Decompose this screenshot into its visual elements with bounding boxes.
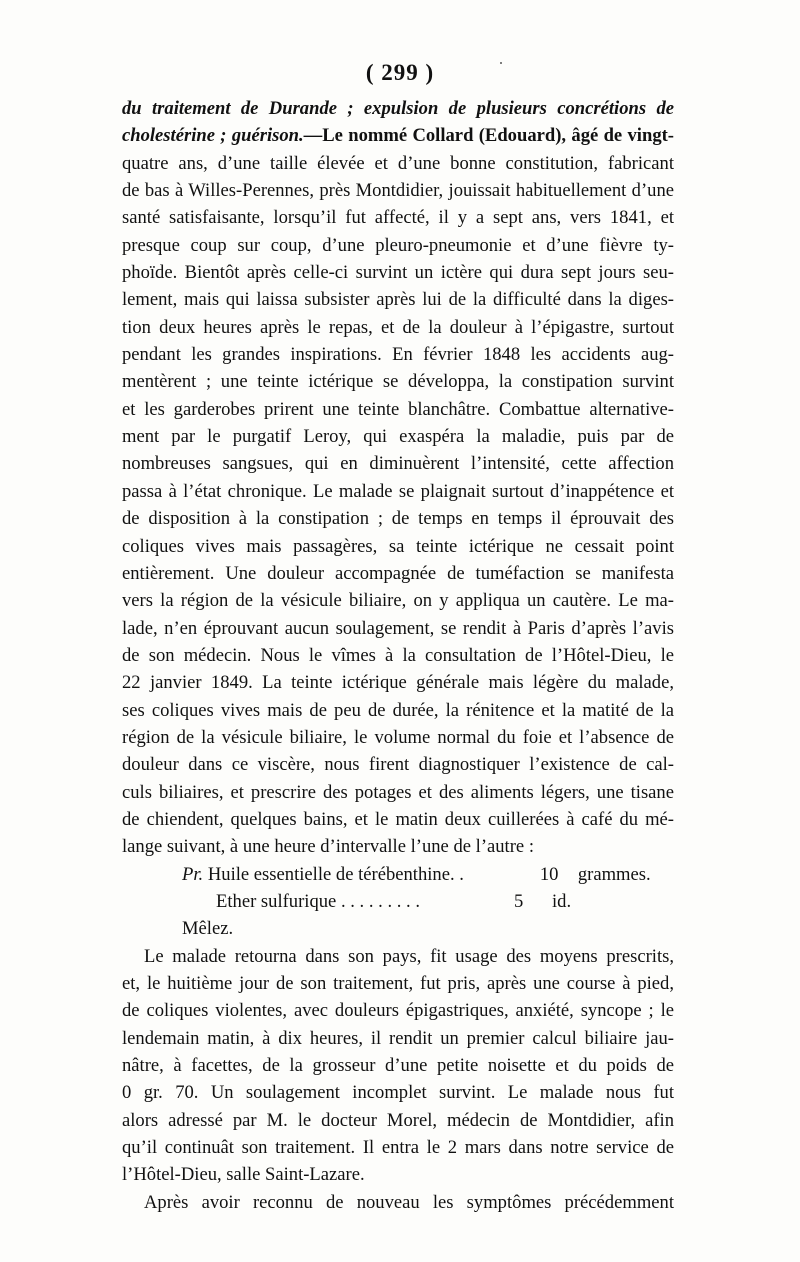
text-line: Le malade retourna dans son pays, fit usage des moyens prescrits, <box>144 945 674 967</box>
recipe-instruction: Mêlez. <box>182 918 234 940</box>
text-line: et, le huitième jour de son traitement, fut pris, après une course à pied, <box>122 973 674 994</box>
body-text <box>122 95 674 1216</box>
text-line: de bas à Willes-Perennes, près Montdidier, jouissait habituellement d’une <box>122 180 674 202</box>
text-line: lendemain matin, à dix heures, il rendit un premier calcul biliaire jau- <box>122 1027 674 1049</box>
text-line: santé satisfaisante, lorsqu’il fut affecté, il y a sept ans, vers 1841, et <box>122 207 674 229</box>
recipe-quantity: 10 <box>539 863 559 885</box>
recipe-prefix: Pr. <box>182 863 204 885</box>
recipe-ingredient: Ether sulfurique . . . . . . . . . <box>216 890 420 912</box>
recipe-ingredient: Huile essentielle de térébenthine. . <box>207 863 464 885</box>
text-line: entièrement. Une douleur accompagnée de tuméfaction se manifesta <box>122 562 674 584</box>
text-line: coliques vives mais passagères, sa teinte ictérique ne cessait point <box>122 535 674 557</box>
text-line: presque coup sur coup, d’une pleuro-pneumonie et d’une fièvre ty- <box>122 234 674 256</box>
recipe-line <box>122 861 674 888</box>
text-line: passa à l’état chronique. Le malade se plaignait surtout d’inappétence et <box>122 480 674 502</box>
text-line: qu’il continuât son traitement. Il entra le 2 mars dans notre service de <box>122 1137 674 1159</box>
recipe-quantity: 5 <box>514 890 524 912</box>
text-line: ses coliques vives mais de peu de durée, la rénitence et la matité de la <box>122 699 674 721</box>
text-line: quatre ans, d’une taille élevée et d’une bonne constitution, fabricant <box>122 152 674 174</box>
text-line: 0 gr. 70. Un soulagement incomplet survint. Le malade nous fut <box>122 1082 674 1104</box>
text-line: lade, n’en éprouvant aucun soulagement, se rendit à Paris d’après l’avis <box>122 617 674 639</box>
text-line: de coliques violentes, avec douleurs épigastriques, anxiété, syncope ; le <box>122 1000 674 1022</box>
text-line: Après avoir reconnu de nouveau les symptômes précédemment <box>144 1191 674 1213</box>
recipe-unit: grammes. <box>577 863 651 885</box>
text-line: douleur dans ce viscère, nous firent diagnostiquer l’existence de cal- <box>122 754 674 776</box>
text-line: l’Hôtel-Dieu, salle Saint-Lazare. <box>122 1164 365 1186</box>
text-line: région de la vésicule biliaire, le volume normal du foie et l’absence de <box>122 726 674 748</box>
text-line: ment par le purgatif Leroy, qui exaspéra la maladie, puis par de <box>122 426 674 448</box>
text-line: de son médecin. Nous le vîmes à la consultation de l’Hôtel-Dieu, le <box>122 644 674 666</box>
text-line: mentèrent ; une teinte ictérique se développa, la constipation survint <box>122 371 674 393</box>
text-line: lement, mais qui laissa subsister après lui de la difficulté dans la diges- <box>122 289 674 311</box>
text-line: du traitement de Durande ; expulsion de plusieurs concrétions de <box>122 98 674 119</box>
text-line: lange suivant, à une heure d’intervalle l’une de l’autre : <box>122 836 534 858</box>
text-line: de disposition à la constipation ; de temps en temps il éprouvait des <box>122 508 674 530</box>
print-speck <box>500 62 502 64</box>
text-line: culs biliaires, et prescrire des potages et des aliments légers, une tisane <box>122 781 674 803</box>
text-line: nombreuses sangsues, qui en diminuèrent l’intensité, cette affection <box>122 453 674 475</box>
text-line: pendant les grandes inspirations. En février 1848 les accidents aug- <box>122 344 674 366</box>
text-line: de chiendent, quelques bains, et le matin deux cuillerées à café du mé- <box>122 808 674 830</box>
text-line: alors adressé par M. le docteur Morel, médecin de Montdidier, afin <box>122 1109 674 1131</box>
text-line: nâtre, à facettes, de la grosseur d’une petite noisette et du poids de <box>122 1055 674 1077</box>
text-line: cholestérine ; guérison.—Le nommé Collard (Edouard), âgé de vingt- <box>122 125 674 147</box>
text-line: et les garderobes prirent une teinte blanchâtre. Combattue alternative- <box>122 398 674 420</box>
recipe-unit: id. <box>552 890 572 912</box>
text-line: tion deux heures après le repas, et de la douleur à l’épigastre, surtout <box>122 316 674 338</box>
recipe-line <box>122 888 674 915</box>
text-line: phoïde. Bientôt après celle-ci survint un ictère qui dura sept jours seu- <box>122 262 674 284</box>
text-line: 22 janvier 1849. La teinte ictérique générale mais légère du malade, <box>122 672 674 694</box>
page-number: ( 299 ) <box>365 60 435 85</box>
text-line: vers la région de la vésicule biliaire, on y appliqua un cautère. Le ma- <box>122 590 674 612</box>
